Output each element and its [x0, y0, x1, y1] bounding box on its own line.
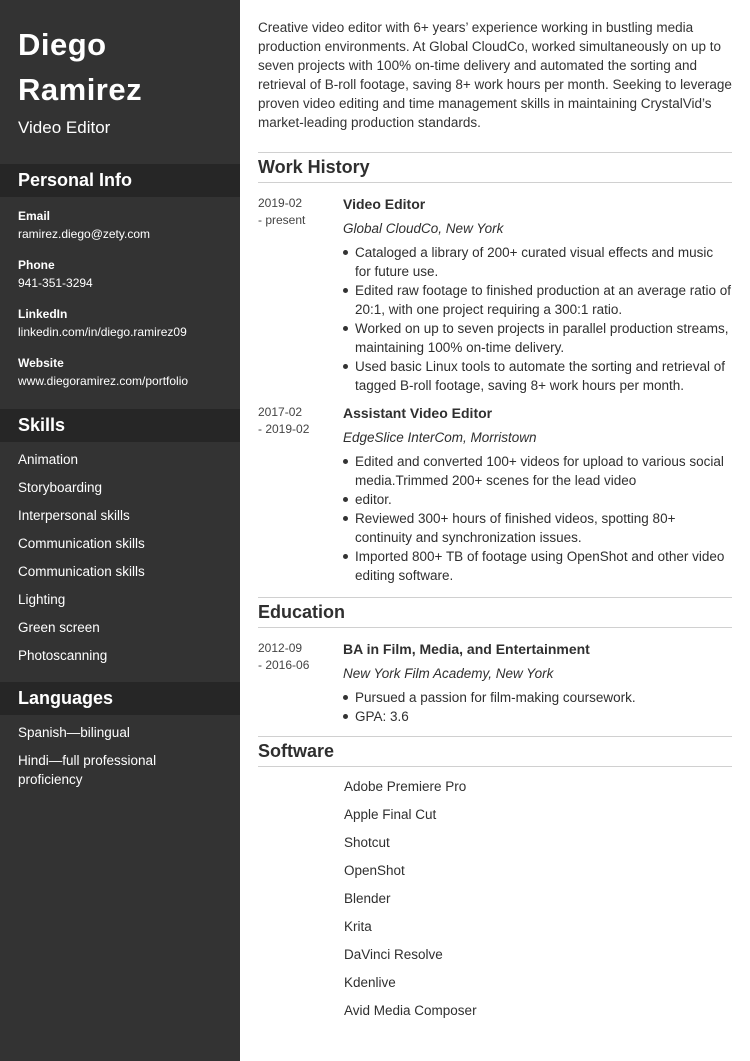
skill-item: Green screen [18, 620, 100, 635]
skill-item: Interpersonal skills [18, 508, 130, 523]
education-entry-date [258, 640, 343, 726]
job-role: Assistant Video Editor [343, 405, 493, 421]
date-end: - present [258, 213, 306, 227]
degree: BA in Film, Media, and Entertainment [343, 641, 590, 657]
summary-text: Creative video editor with 6+ years’ experience working in bustling media production environments. At Global CloudCo, worked simultaneously on up to seven projects with 100% on-time delivery and automated the sorting and retrieval of B-roll footage, saving 8+ work hours per month. Seeking to leverage proven video editing and time management skills in maintaining CrystalVid’s market-leading production standards. [258, 20, 732, 130]
software-item: Kdenlive [344, 975, 396, 990]
software-list [258, 777, 732, 1020]
bullet-item: Worked on up to seven projects in parallel production streams, maintaining 100% on-time delivery. [355, 319, 732, 357]
bullet-list [343, 688, 732, 726]
software-item: Avid Media Composer [344, 1003, 477, 1018]
bullet-item: Imported 800+ TB of footage using OpenShot and other video editing software. [355, 547, 732, 585]
name-block [0, 0, 240, 142]
software-item: Apple Final Cut [344, 807, 437, 822]
work-entry-body [343, 195, 732, 395]
work-history-heading: Work History [258, 152, 732, 183]
linkedin-item [18, 305, 222, 341]
bullet-item: Pursued a passion for film-making coursework. [355, 688, 732, 707]
skills-list [0, 442, 240, 682]
website-value[interactable]: www.diegoramirez.com/portfolio [18, 374, 189, 388]
software-heading: Software [258, 736, 732, 767]
software-item: OpenShot [344, 863, 405, 878]
bullet-item: editor. [355, 490, 732, 509]
software-item: Blender [344, 891, 391, 906]
website-label: Website [18, 356, 64, 370]
linkedin-label: LinkedIn [18, 307, 68, 321]
bullet-item: Edited and converted 100+ videos for upload to various social media.Trimmed 200+ scenes for the lead video [355, 452, 732, 490]
date-start: 2017-02 [258, 405, 303, 419]
languages-list [0, 715, 240, 806]
sidebar [0, 0, 240, 1061]
phone-item [18, 256, 222, 292]
work-entry-date [258, 195, 343, 395]
personal-info-heading: Personal Info [0, 164, 240, 197]
languages-heading: Languages [0, 682, 240, 715]
work-entry-date [258, 404, 343, 585]
education-heading: Education [258, 597, 732, 628]
personal-info-list [0, 197, 240, 409]
skill-item: Photoscanning [18, 648, 108, 663]
date-start: 2019-02 [258, 196, 303, 210]
bullet-item: GPA: 3.6 [355, 707, 732, 726]
linkedin-value[interactable]: linkedin.com/in/diego.ramirez09 [18, 325, 187, 339]
language-item: Hindi—full professional proficiency [18, 753, 157, 787]
email-value[interactable]: ramirez.diego@zety.com [18, 227, 150, 241]
job-title: Video Editor [18, 118, 111, 137]
first-name: Diego [18, 27, 107, 62]
software-item: Adobe Premiere Pro [344, 779, 467, 794]
work-entry-body [343, 404, 732, 585]
education-entry-body [343, 640, 732, 726]
skill-item: Lighting [18, 592, 66, 607]
bullet-item: Edited raw footage to finished production at an average ratio of 20:1, with one project requiring a 300:1 ratio. [355, 283, 731, 317]
skill-item: Communication skills [18, 564, 145, 579]
company-name: Global CloudCo, New York [343, 221, 504, 236]
company-name: EdgeSlice InterCom, Morristown [343, 430, 537, 445]
language-item: Spanish—bilingual [18, 725, 130, 740]
website-item [18, 354, 222, 390]
date-end: - 2019-02 [258, 422, 310, 436]
date-end: - 2016-06 [258, 658, 310, 672]
bullet-item: Reviewed 300+ hours of finished videos, spotting 80+ continuity and synchronization issues. [355, 509, 732, 547]
school-name: New York Film Academy, New York [343, 666, 554, 681]
date-start: 2012-09 [258, 641, 303, 655]
phone-value: 941-351-3294 [18, 276, 93, 290]
software-item: Krita [344, 919, 372, 934]
work-entry [258, 195, 732, 395]
software-item: DaVinci Resolve [344, 947, 443, 962]
skills-heading: Skills [0, 409, 240, 442]
skill-item: Animation [18, 452, 79, 467]
phone-label: Phone [18, 258, 55, 272]
bullet-list [343, 243, 732, 395]
main-content [258, 0, 732, 1029]
bullet-item: Cataloged a library of 200+ curated visual effects and music for future use. [355, 243, 732, 281]
job-role: Video Editor [343, 196, 426, 212]
education-entry [258, 640, 732, 726]
last-name: Ramirez [18, 72, 143, 107]
skill-item: Storyboarding [18, 480, 103, 495]
skill-item: Communication skills [18, 536, 145, 551]
bullet-item: Used basic Linux tools to automate the sorting and retrieval of tagged B-roll footage, saving 8+ work hours per month. [355, 357, 732, 395]
software-item: Shotcut [344, 835, 390, 850]
bullet-list [343, 452, 732, 585]
email-item [18, 207, 222, 243]
work-entry [258, 404, 732, 585]
email-label: Email [18, 209, 51, 223]
